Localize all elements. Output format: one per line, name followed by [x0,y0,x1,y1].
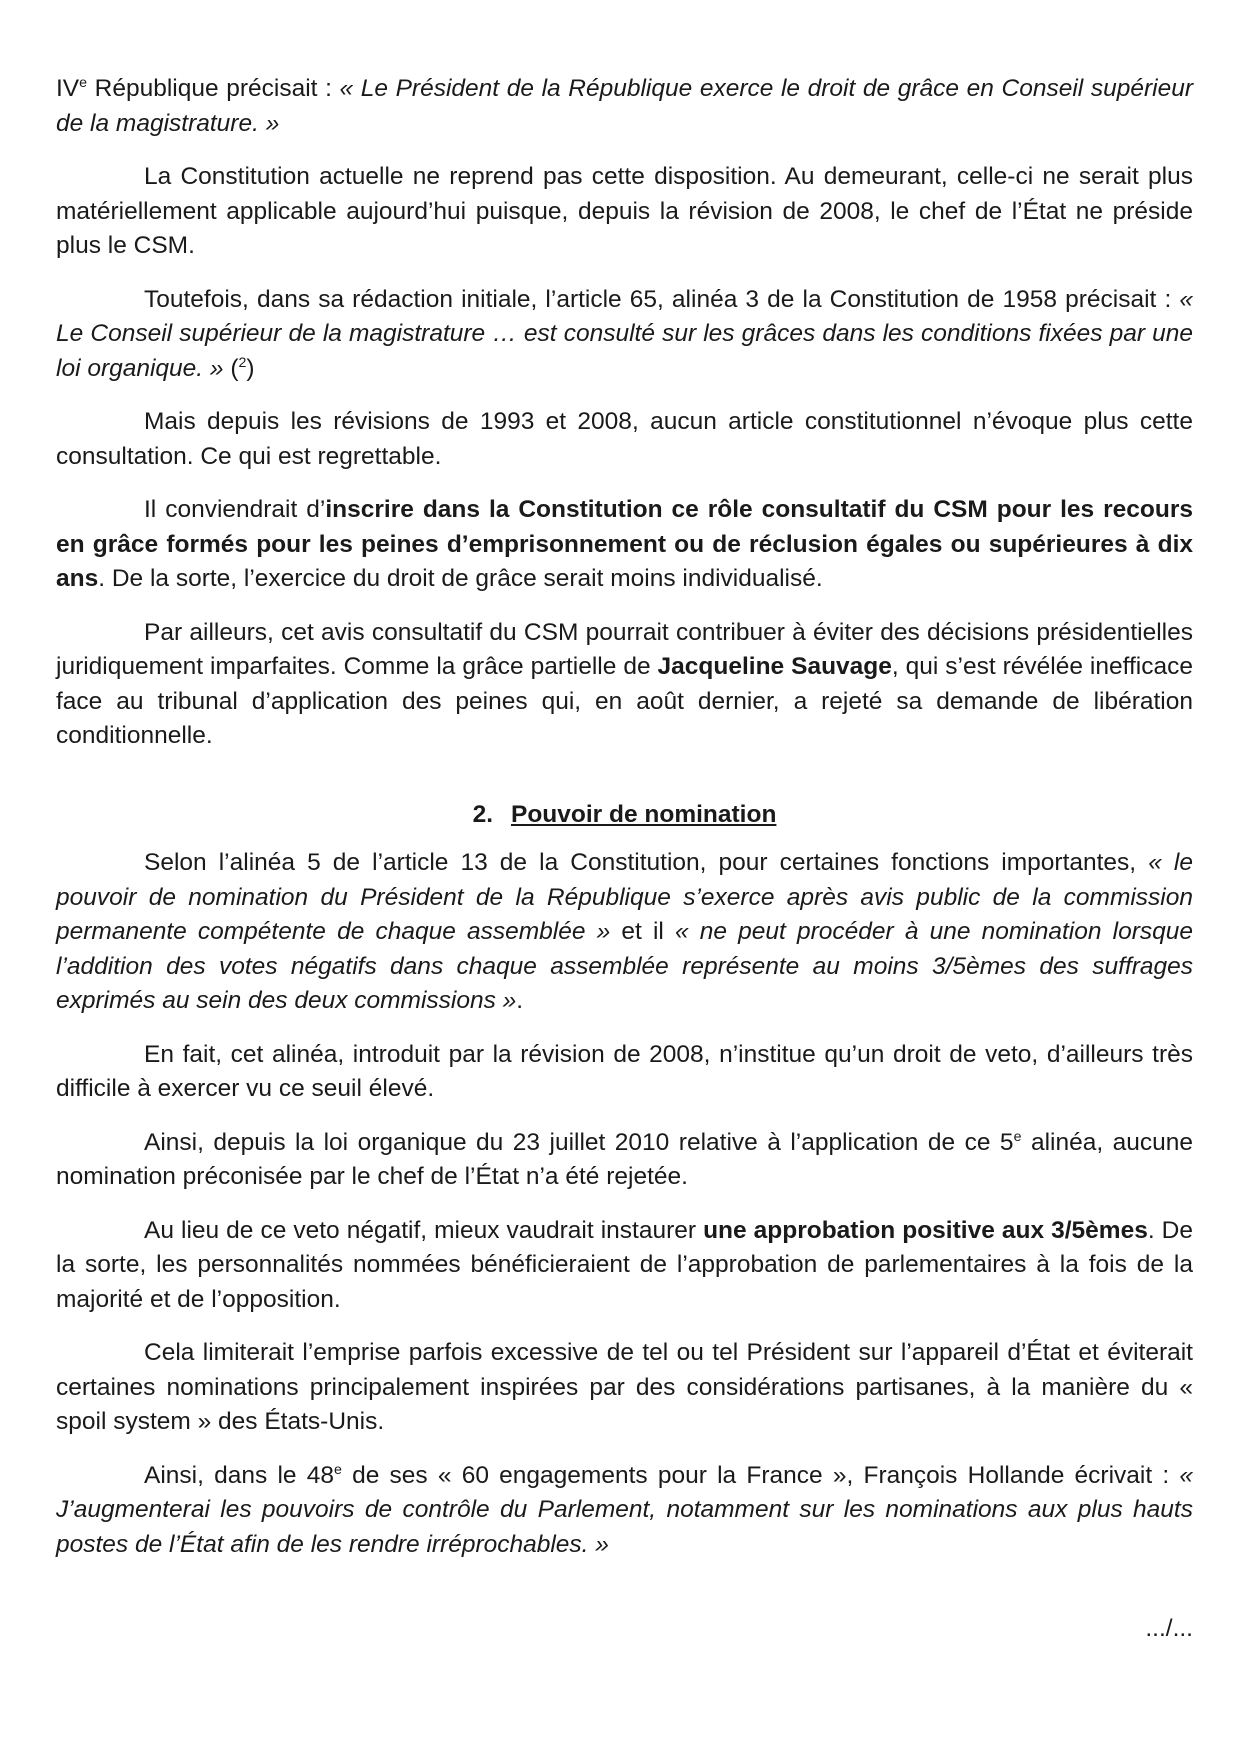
quotation: « le pouvoir de nomination du Président de la République s’exerce après avis public de la commission permanente compétente de chaque assemblée » [56,849,1193,945]
paragraph-9: Ainsi, depuis la loi organique du 23 juillet 2010 relative à l’application de ce 5e alinéa, aucune nomination préconisée par le chef de l’État n’a été rejetée. [56,1128,1193,1190]
paragraph-10: Au lieu de ce veto négatif, mieux vaudrait instaurer une approbation positive aux 3/5èmes. De la sorte, les personnalités nommées bénéficieraient de l’approbation de parlementaires à la fois de la majorité et de l’opposition. [56,1216,1193,1313]
paragraph-3: Toutefois, dans sa rédaction initiale, l’article 65, alinéa 3 de la Constitution de 1958 précisait : « Le Conseil supérieur de la magistrature … est consulté sur les grâces dans les conditions fixées par une loi organique. » ($^2$) [56,285,1193,382]
paragraph-4: Mais depuis les révisions de 1993 et 2008, aucun article constitutionnel n’évoque plus cette consultation. Ce qui est regrettable. [56,408,1193,470]
quotation: « ne peut procéder à une nomination lorsque l’addition des votes négatifs dans chaque assemblée représente au moins 3/5èmes des suffrages exprimés au sein des deux commissions » [56,918,1193,1014]
quotation: « Le Conseil supérieur de la magistrature … est consulté sur les grâces dans les conditions fixées par une loi organique. » [56,285,1193,382]
emphasis-bold: une approbation positive aux 3/5èmes [703,1216,1148,1244]
emphasis-bold: Jacqueline Sauvage [657,653,892,680]
footnote-ref: 2 [238,354,247,371]
document-body [56,72,1193,1581]
section-heading [56,798,1193,833]
paragraph-5: Il conviendrait d’inscrire dans la Constitution ce rôle consultatif du CSM pour les recours en grâce formés pour les peines d’emprisonnement ou de réclusion égales ou supérieures à dix ans. De la sorte, l’exercice du droit de grâce serait moins individualisé. [56,496,1193,592]
paragraph-12: Ainsi, dans le 48e de ses « 60 engagements pour la France », François Hollande écrivait : « J’augmenterai les pouvoirs de contrôle du Parlement, notamment sur les nominations aux plus hauts postes de l’État afin de les rendre irréprochables. » [56,1461,1194,1558]
paragraph-2: La Constitution actuelle ne reprend pas cette disposition. Au demeurant, celle-ci ne serait plus matériellement applicable aujourd’hui puisque, depuis la révision de 2008, le chef de l’État ne préside plus le CSM. [56,163,1193,259]
paragraph-1: IVe République précisait : « Le Président de la République exerce le droit de grâce en Conseil supérieur de la magistrature. » [56,74,1193,137]
continuation-mark: .../... [1145,1615,1193,1642]
quotation: « Le Président de la République exerce le droit de grâce en Conseil supérieur de la magistrature. » [56,75,1193,137]
section-number: 2. [472,800,493,828]
paragraph-8: En fait, cet alinéa, introduit par la révision de 2008, n’institue qu’un droit de veto, d’ailleurs très difficile à exercer vu ce seuil élevé. [56,1040,1193,1102]
section-title: Pouvoir de nomination [511,800,777,828]
paragraph-11: Cela limiterait l’emprise parfois excessive de tel ou tel Président sur l’appareil d’État et éviterait certaines nominations principalement inspirées par des considérations partisanes, à la manière du « spoil system » des États-Unis. [56,1339,1193,1435]
paragraph-7: Selon l’alinéa 5 de l’article 13 de la Constitution, pour certaines fonctions importantes, « le pouvoir de nomination du Président de la République s’exerce après avis public de la commission permanente compétente de chaque assemblée » et il « ne peut procéder à une nomination lorsque l’addition des votes négatifs dans chaque assemblée représente au moins 3/5èmes des suffrages exprimés au sein des deux commissions ». [56,849,1193,1014]
paragraph-6: Par ailleurs, cet avis consultatif du CSM pourrait contribuer à éviter des décisions présidentielles juridiquement imparfaites. Comme la grâce partielle de Jacqueline Sauvage, qui s’est révélée inefficace face au tribunal d’application des peines qui, en août dernier, a rejeté sa demande de libération conditionnelle. [56,618,1193,749]
quotation: « J’augmenterai les pouvoirs de contrôle du Parlement, notamment sur les nominations aux plus hauts postes de l’État afin de les rendre irréprochables. » [56,1461,1194,1558]
emphasis-bold: inscrire dans la Constitution ce rôle consultatif du CSM pour les recours en grâce formés pour les peines d’emprisonnement ou de réclusion égales ou supérieures à dix ans [56,496,1193,592]
